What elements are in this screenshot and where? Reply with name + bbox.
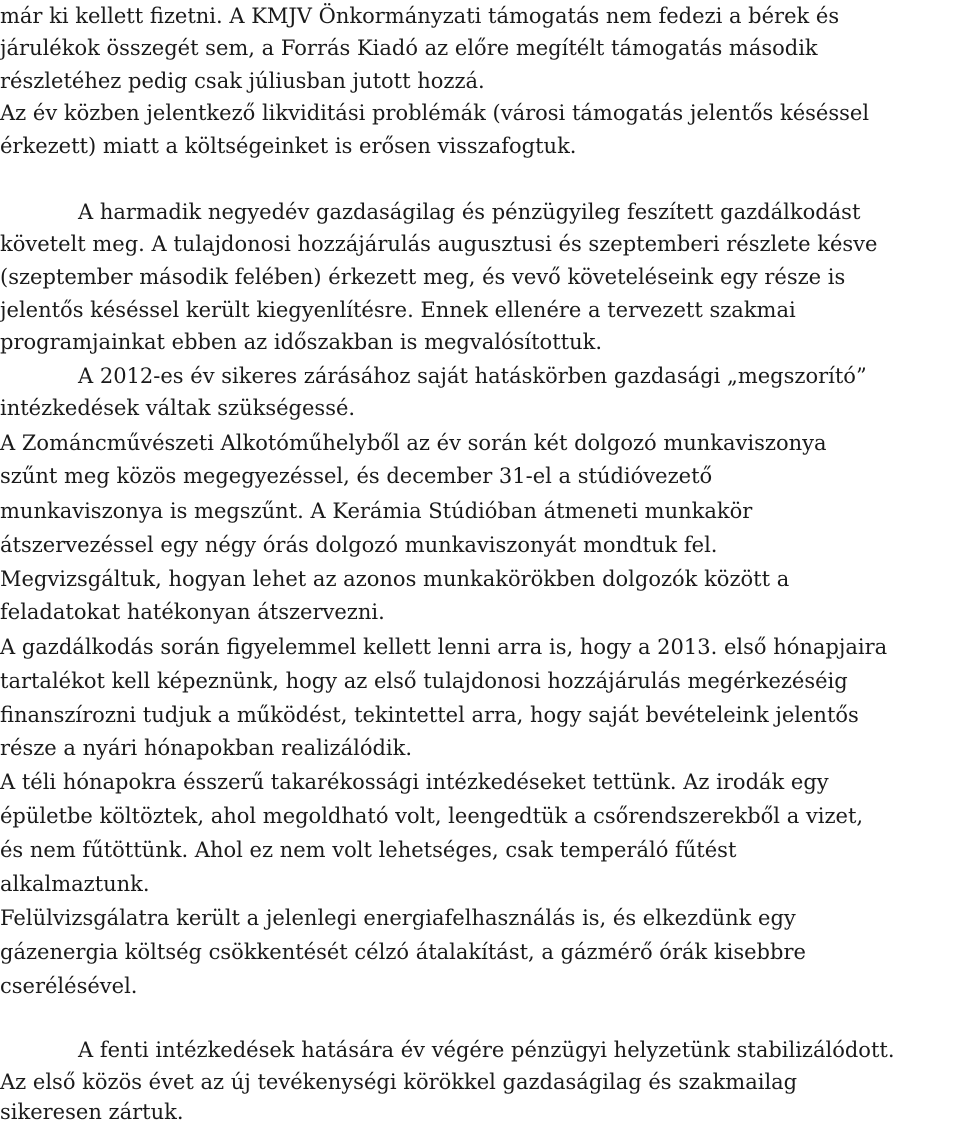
text-line: (szeptember második felében) érkezett meg, és vevő követeléseink egy része is: [0, 265, 846, 289]
text-line: A 2012-es év sikeres zárásához saját hatáskörben gazdasági „megszorító”: [78, 364, 867, 388]
text-line: járulékok összegét sem, a Forrás Kiadó az előre megítélt támogatás második: [0, 36, 818, 60]
text-line: A gazdálkodás során figyelemmel kellett lenni arra is, hogy a 2013. első hónapjaira: [0, 635, 888, 659]
text-line: A Zománcművészeti Alkotóműhelyből az év során két dolgozó munkaviszonya: [0, 431, 827, 455]
text-line: gázenergia költség csökkentését célzó átalakítást, a gázmérő órák kisebbre: [0, 940, 806, 964]
text-line: munkaviszonya is megszűnt. A Kerámia Stúdióban átmeneti munkakör: [0, 499, 753, 523]
text-line: részletéhez pedig csak júliusban jutott hozzá.: [0, 69, 485, 93]
text-line: követelt meg. A tulajdonosi hozzájárulás augusztusi és szeptemberi részlete késve: [0, 232, 878, 256]
text-line: és nem fűtöttünk. Ahol ez nem volt lehetséges, csak temperáló fűtést: [0, 838, 737, 862]
text-line: A téli hónapokra ésszerű takarékossági intézkedéseket tettünk. Az irodák egy: [0, 770, 829, 794]
text-line: intézkedések váltak szükségessé.: [0, 396, 356, 420]
text-line: feladatokat hatékonyan átszervezni.: [0, 600, 385, 624]
text-line: programjainkat ebben az időszakban is megvalósítottuk.: [0, 330, 602, 354]
text-line: átszervezéssel egy négy órás dolgozó munkaviszonyát mondtuk fel.: [0, 533, 718, 557]
text-line: Felülvizsgálatra került a jelenlegi energiafelhasználás is, és elkezdünk egy: [0, 906, 796, 930]
text-line: A fenti intézkedések hatására év végére pénzügyi helyzetünk stabilizálódott.: [78, 1038, 895, 1062]
text-line: érkezett) miatt a költségeinket is erősen visszafogtuk.: [0, 134, 577, 158]
text-line: alkalmaztunk.: [0, 872, 150, 896]
text-line: Az év közben jelentkező likviditási problémák (városi támogatás jelentős késéssel: [0, 101, 870, 125]
text-line: Megvizsgáltuk, hogyan lehet az azonos munkakörökben dolgozók között a: [0, 567, 790, 591]
text-line: jelentős késéssel került kiegyenlítésre. Ennek ellenére a tervezett szakmai: [0, 298, 796, 322]
text-line: finanszírozni tudjuk a működést, tekintettel arra, hogy saját bevételeink jelentős: [0, 703, 859, 727]
text-line: A harmadik negyedév gazdaságilag és pénzügyileg feszített gazdálkodást: [78, 200, 861, 224]
text-line: cserélésével.: [0, 974, 138, 998]
text-line: sikeresen zártuk.: [0, 1100, 184, 1122]
text-line: része a nyári hónapokban realizálódik.: [0, 736, 413, 760]
text-line: Az első közös évet az új tevékenységi körökkel gazdaságilag és szakmailag: [0, 1070, 798, 1094]
text-line: már ki kellett fizetni. A KMJV Önkormányzati támogatás nem fedezi a bérek és: [0, 4, 840, 28]
text-line: tartalékot kell képeznünk, hogy az első tulajdonosi hozzájárulás megérkezéséig: [0, 669, 848, 693]
text-line: szűnt meg közös megegyezéssel, és december 31-el a stúdióvezető: [0, 464, 713, 488]
text-line: épületbe költöztek, ahol megoldható volt, leengedtük a csőrendszerekből a vizet,: [0, 804, 864, 828]
